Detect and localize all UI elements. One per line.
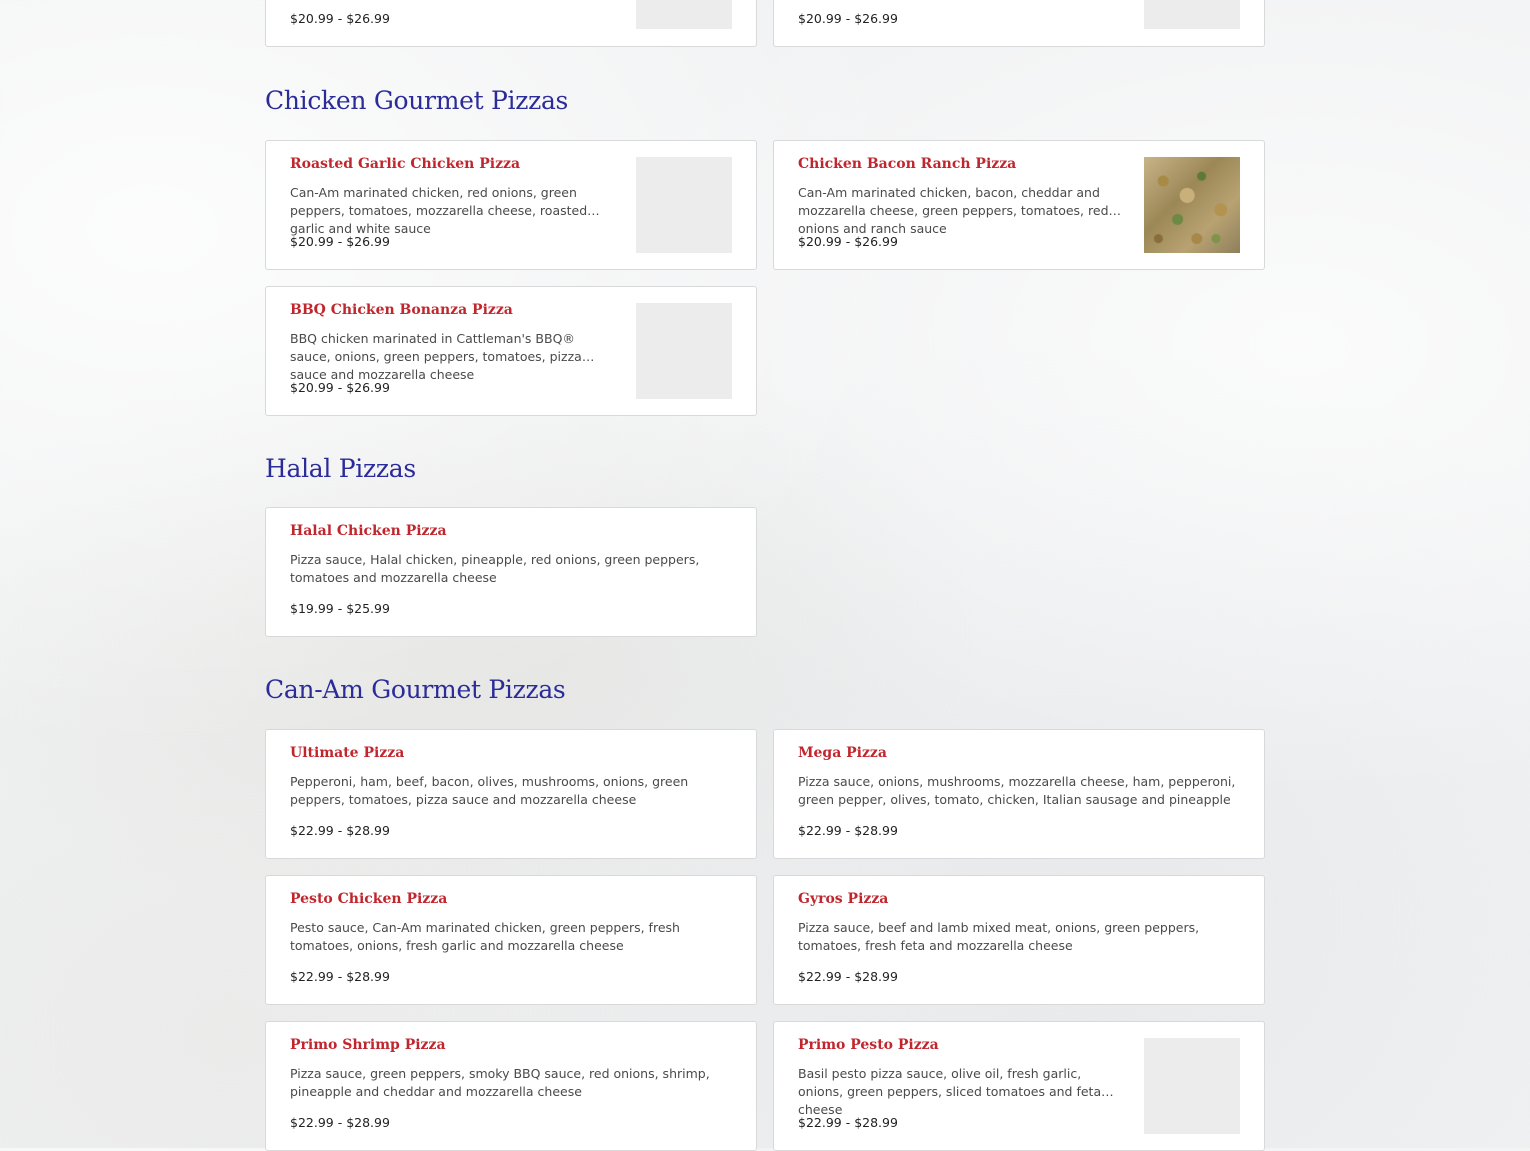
item-description: Pesto sauce, Can-Am marinated chicken, green peppers, fresh tomatoes, onions, fresh garlic and mozzarella cheese (290, 920, 680, 953)
item-name[interactable]: Pesto Chicken Pizza (290, 891, 448, 907)
menu-item-ultimate[interactable] (265, 729, 757, 859)
menu-item-chicken-bacon-ranch[interactable] (773, 140, 1265, 270)
menu-item-mega[interactable] (773, 729, 1265, 859)
item-description: BBQ chicken marinated in Cattleman's BBQ® sauce, onions, green peppers, tomatoes, pizza sauce and mozzarella cheese (290, 331, 582, 382)
item-price: $22.99 - $28.99 (290, 969, 390, 984)
menu-item-bbq-chicken-bonanza[interactable] (265, 286, 757, 416)
item-description: Pizza sauce, green peppers, smoky BBQ sauce, red onions, shrimp, pineapple and cheddar and mozzarella cheese (290, 1066, 710, 1099)
item-description: Can-Am marinated chicken, bacon, cheddar and mozzarella cheese, green peppers, tomatoes, red onions and ranch sauce (798, 185, 1109, 236)
menu-item-pesto-chicken[interactable] (265, 875, 757, 1005)
item-name[interactable]: Primo Pesto Pizza (798, 1037, 939, 1053)
menu-item-card[interactable] (265, 0, 757, 47)
item-image-placeholder (636, 157, 732, 253)
item-price: $22.99 - $28.99 (798, 1115, 898, 1130)
item-price: $20.99 - $26.99 (290, 234, 390, 249)
section-title-can-am-gourmet: Can-Am Gourmet Pizzas (265, 675, 566, 704)
item-name[interactable]: BBQ Chicken Bonanza Pizza (290, 302, 513, 318)
item-pizza-photo[interactable] (1144, 157, 1240, 253)
item-price: $22.99 - $28.99 (290, 1115, 390, 1130)
item-description: Pizza sauce, beef and lamb mixed meat, onions, green peppers, tomatoes, fresh feta and mozzarella cheese (798, 920, 1200, 953)
item-price: $20.99 - $26.99 (290, 11, 390, 26)
item-description: Can-Am marinated chicken, red onions, green peppers, tomatoes, mozzarella cheese, roasted garlic and white sauce (290, 185, 588, 236)
item-image-placeholder (636, 303, 732, 399)
item-description: Pepperoni, ham, beef, bacon, olives, mushrooms, onions, green peppers, tomatoes, pizza sauce and mozzarella cheese (290, 774, 689, 807)
item-price: $20.99 - $26.99 (290, 380, 390, 395)
item-description: Pizza sauce, onions, mushrooms, mozzarella cheese, ham, pepperoni, green pepper, olives, tomato, chicken, Italian sausage and pineapple (798, 774, 1236, 807)
menu-item-gyros[interactable] (773, 875, 1265, 1005)
item-name[interactable]: Chicken Bacon Ranch Pizza (798, 156, 1017, 172)
item-description: Pizza sauce, Halal chicken, pineapple, red onions, green peppers, tomatoes and mozzarella cheese (290, 552, 700, 585)
menu-item-halal-chicken[interactable] (265, 507, 757, 637)
menu-item-roasted-garlic-chicken[interactable] (265, 140, 757, 270)
section-title-chicken-gourmet: Chicken Gourmet Pizzas (265, 86, 569, 115)
item-image-placeholder (1144, 0, 1240, 29)
item-image-placeholder (636, 0, 732, 29)
menu-item-card[interactable] (773, 0, 1265, 47)
item-name[interactable]: Primo Shrimp Pizza (290, 1037, 446, 1053)
menu-item-primo-shrimp[interactable] (265, 1021, 757, 1151)
item-image-placeholder (1144, 1038, 1240, 1134)
item-price: $22.99 - $28.99 (290, 823, 390, 838)
section-title-halal: Halal Pizzas (265, 454, 416, 483)
item-description: Basil pesto pizza sauce, olive oil, fresh garlic, onions, green peppers, sliced tomatoes and feta cheese (798, 1066, 1102, 1117)
item-price: $20.99 - $26.99 (798, 11, 898, 26)
item-name[interactable]: Halal Chicken Pizza (290, 523, 447, 539)
item-name[interactable]: Gyros Pizza (798, 891, 889, 907)
item-name[interactable]: Roasted Garlic Chicken Pizza (290, 156, 521, 172)
item-name[interactable]: Ultimate Pizza (290, 745, 405, 761)
item-price: $19.99 - $25.99 (290, 601, 390, 616)
item-name[interactable]: Mega Pizza (798, 745, 887, 761)
menu-item-primo-pesto[interactable] (773, 1021, 1265, 1151)
item-price: $20.99 - $26.99 (798, 234, 898, 249)
item-price: $22.99 - $28.99 (798, 969, 898, 984)
item-price: $22.99 - $28.99 (798, 823, 898, 838)
